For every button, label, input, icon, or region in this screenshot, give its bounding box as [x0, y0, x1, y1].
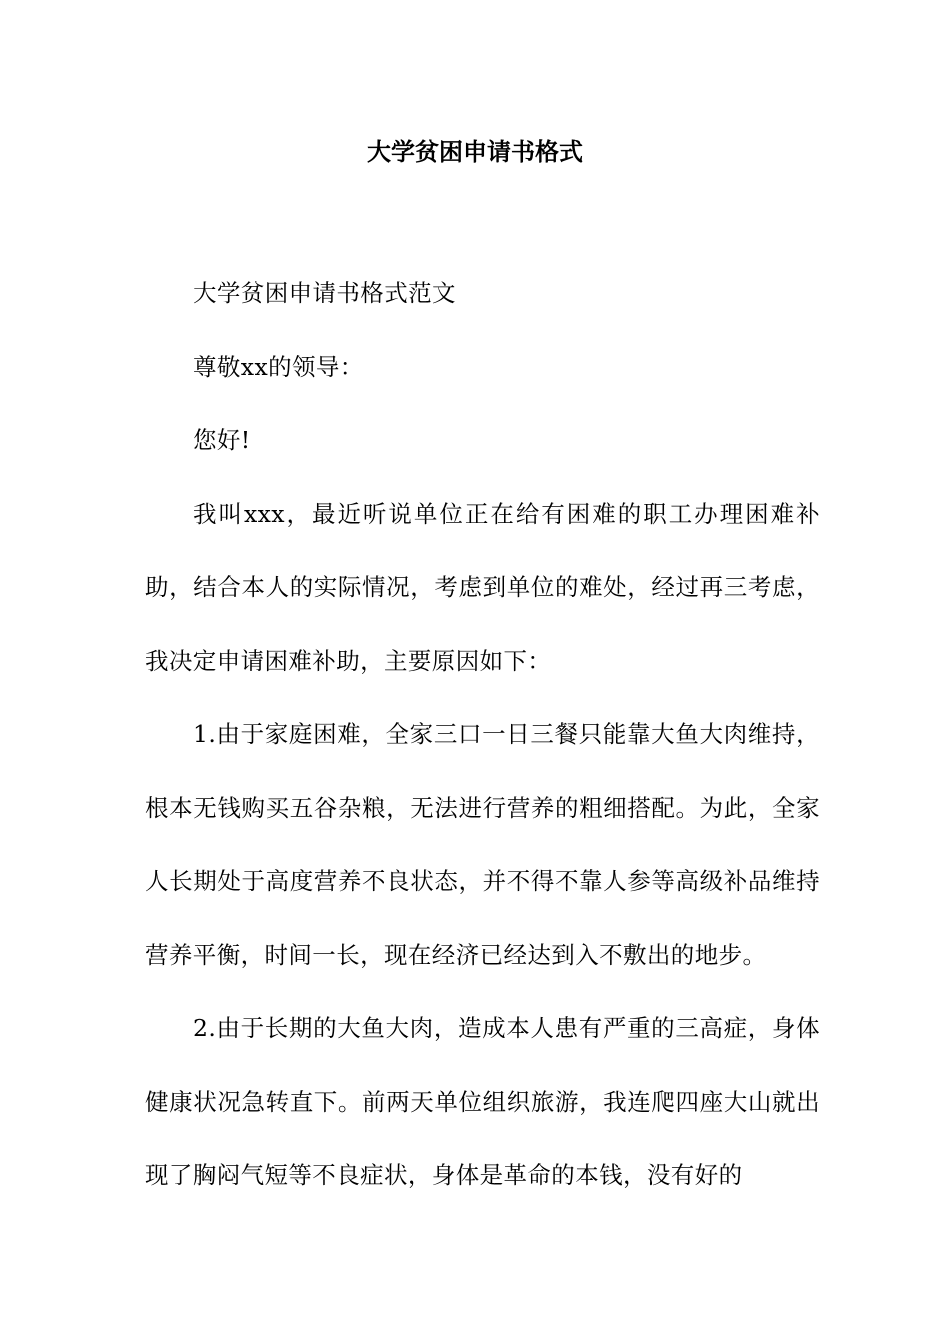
- paragraph-intro: 我叫xxx，最近听说单位正在给有困难的职工办理困难补助，结合本人的实际情况，考虑到单位的难处，经过再三考虑，我决定申请困难补助，主要原因如下：: [145, 499, 820, 675]
- paragraph-subtitle: 大学贫困申请书格式范文: [193, 279, 456, 307]
- paragraph-salutation: 尊敬xx的领导：: [193, 352, 364, 381]
- paragraph-greeting: 您好!: [193, 426, 251, 454]
- paragraph-reason-2: 2.由于长期的大鱼大肉，造成本人患有严重的三高症，身体健康状况急转直下。前两天单位组织旅游，我连爬四座大山就出现了胸闷气短等不良症状，身体是革命的本钱，没有好的: [145, 1014, 820, 1189]
- paragraph-reason-1: 1.由于家庭困难，全家三口一日三餐只能靠大鱼大肉维持，根本无钱购买五谷杂粮，无法进行营养的粗细搭配。为此，全家人长期处于高度营养不良状态，并不得不靠人参等高级补品维持营养平衡，时间一长，现在经济已经达到入不敷出的地步。: [145, 720, 820, 969]
- document-body: [145, 257, 820, 1213]
- document-title: 大学贫困申请书格式: [367, 138, 583, 166]
